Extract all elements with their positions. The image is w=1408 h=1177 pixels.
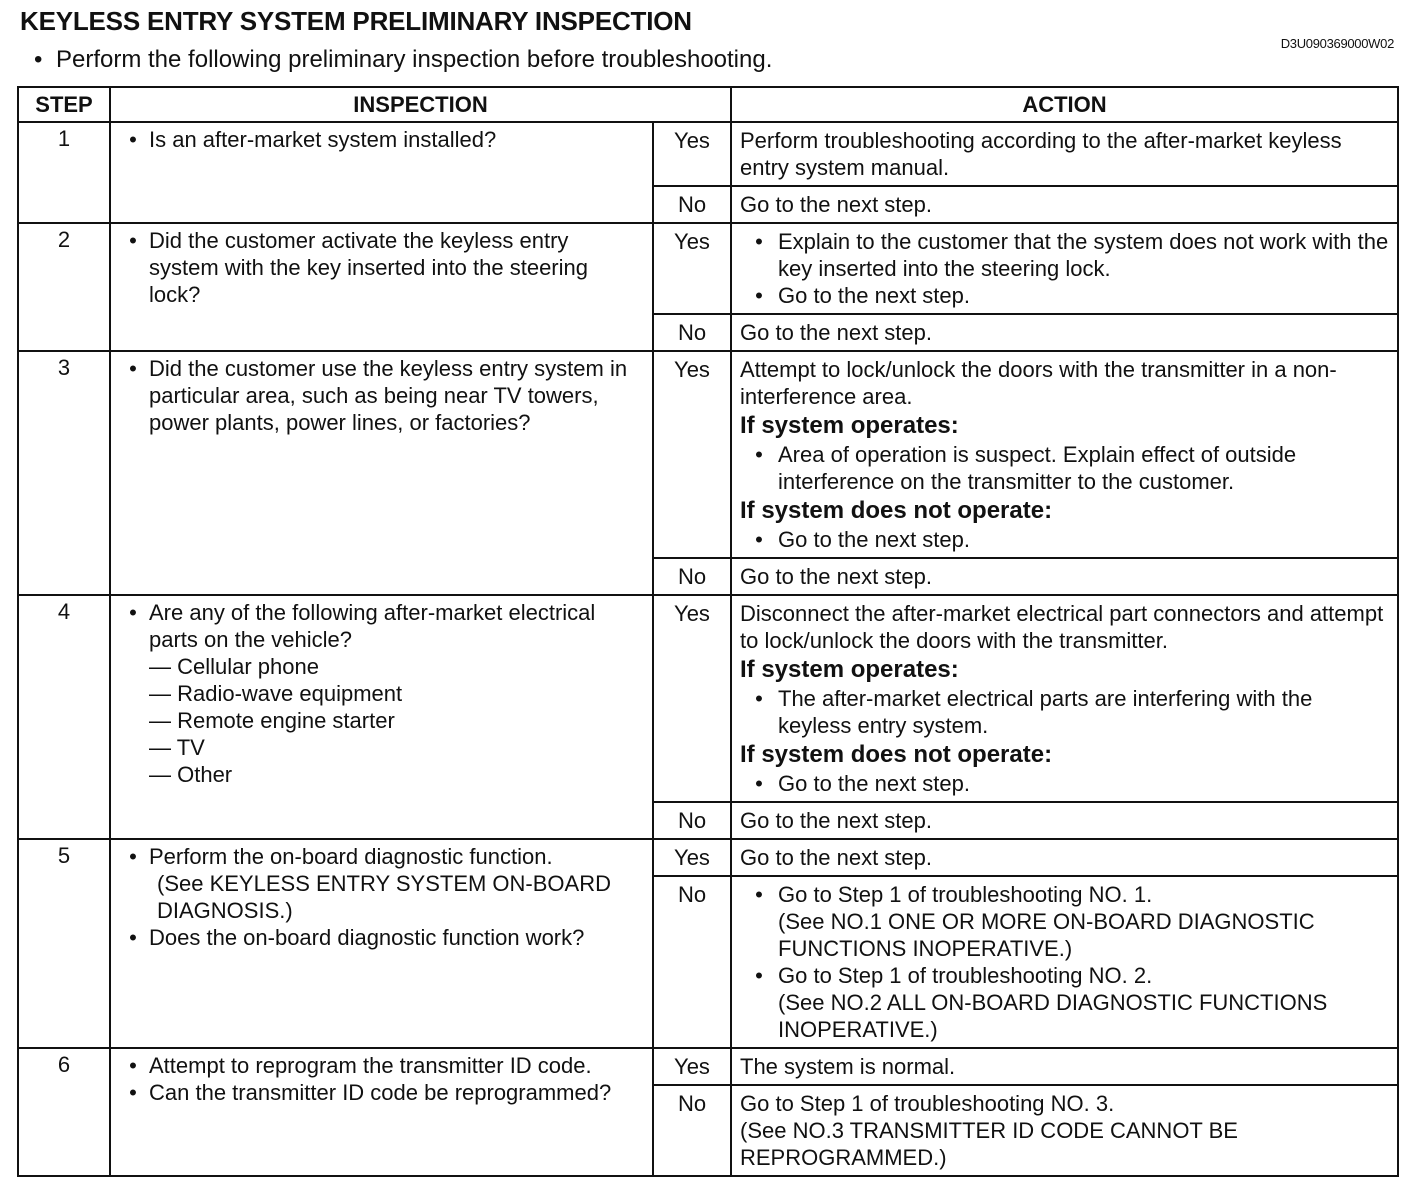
action-reference: (See NO.1 ONE OR MORE ON-BOARD DIAGNOSTIC FUNCTIONS INOPERATIVE.) <box>778 909 1315 961</box>
action-text: Go to Step 1 of troubleshooting NO. 2. <box>778 963 1153 988</box>
inspection-cell <box>110 1048 653 1176</box>
action-reference: (See NO.2 ALL ON-BOARD DIAGNOSTIC FUNCTIONS INOPERATIVE.) <box>778 990 1328 1042</box>
bullet: • <box>129 228 137 253</box>
action-text: Go to Step 1 of troubleshooting NO. 1. <box>778 882 1153 907</box>
action-text: Go to Step 1 of troubleshooting NO. 3. <box>740 1091 1115 1116</box>
part-item: — TV <box>149 735 205 760</box>
yes-action: The system is normal. <box>731 1048 1398 1085</box>
inspection-text: Can the transmitter ID code be reprogrammed? <box>149 1080 612 1105</box>
if-system-not-operate-heading: If system does not operate: <box>740 741 1053 768</box>
step-number: 4 <box>18 595 110 839</box>
bullet: • <box>755 527 763 552</box>
table-header-row <box>18 87 1398 122</box>
inspection-cell <box>110 595 653 839</box>
inspection-reference: (See KEYLESS ENTRY SYSTEM ON-BOARD DIAGNOSIS.) <box>157 871 611 923</box>
step-number: 3 <box>18 351 110 595</box>
yes-label: Yes <box>653 1048 731 1085</box>
inspection-text: Did the customer use the keyless entry system in particular area, such as being near TV towers, power plants, power lines, or factories? <box>149 356 628 435</box>
action-text: Go to the next step. <box>778 527 971 552</box>
part-item: — Radio-wave equipment <box>149 681 403 706</box>
action-text: Go to the next step. <box>778 771 971 796</box>
no-action: Go to the next step. <box>731 802 1398 839</box>
bullet: • <box>755 882 763 907</box>
no-label: No <box>653 558 731 595</box>
intro-label: Perform the following preliminary inspection before troubleshooting. <box>56 46 773 73</box>
table-row <box>18 1048 1398 1085</box>
part-item: — Remote engine starter <box>149 708 395 733</box>
part-item: — Cellular phone <box>149 654 319 679</box>
bullet: • <box>129 600 137 625</box>
bullet: • <box>755 442 763 467</box>
inspection-text: Attempt to reprogram the transmitter ID code. <box>149 1053 592 1078</box>
inspection-cell <box>110 223 653 351</box>
if-system-operates-heading: If system operates: <box>740 656 959 683</box>
yes-label: Yes <box>653 839 731 876</box>
bullet: • <box>129 1053 137 1078</box>
bullet: • <box>755 229 763 254</box>
bullet: • <box>129 127 137 152</box>
bullet: • <box>755 283 763 308</box>
yes-label: Yes <box>653 223 731 314</box>
bullet: • <box>755 771 763 796</box>
action-text: Attempt to lock/unlock the doors with the transmitter in a non-interference area. <box>740 357 1337 409</box>
action-text: Area of operation is suspect. Explain effect of outside interference on the transmitter to the customer. <box>778 442 1297 494</box>
bullet: • <box>129 925 137 950</box>
table-row <box>18 595 1398 802</box>
yes-label: Yes <box>653 122 731 186</box>
header-inspection: INSPECTION <box>110 87 731 122</box>
no-label: No <box>653 314 731 351</box>
page-title: KEYLESS ENTRY SYSTEM PRELIMINARY INSPECTION <box>20 6 692 36</box>
inspection-table <box>17 86 1399 1177</box>
header-action: ACTION <box>731 87 1398 122</box>
no-action <box>731 876 1398 1048</box>
yes-action <box>731 595 1398 802</box>
intro-text <box>34 46 772 74</box>
inspection-cell <box>110 122 653 223</box>
step-number: 6 <box>18 1048 110 1176</box>
table-row <box>18 839 1398 876</box>
inspection-cell <box>110 351 653 595</box>
if-system-operates-heading: If system operates: <box>740 412 959 439</box>
no-action: Go to the next step. <box>731 314 1398 351</box>
no-action: Go to the next step. <box>731 186 1398 223</box>
inspection-text: Are any of the following after-market electrical parts on the vehicle? <box>149 600 596 652</box>
no-label: No <box>653 1085 731 1176</box>
bullet: • <box>755 963 763 988</box>
action-text: The after-market electrical parts are interfering with the keyless entry system. <box>778 686 1313 738</box>
table-row <box>18 223 1398 314</box>
inspection-text: Perform the on-board diagnostic function. <box>149 844 553 869</box>
step-number: 5 <box>18 839 110 1048</box>
action-reference: (See NO.3 TRANSMITTER ID CODE CANNOT BE REPROGRAMMED.) <box>740 1118 1238 1170</box>
yes-action: Go to the next step. <box>731 839 1398 876</box>
no-label: No <box>653 186 731 223</box>
no-action <box>731 1085 1398 1176</box>
document-id: D3U090369000W02 <box>1280 36 1394 51</box>
yes-action <box>731 223 1398 314</box>
table-row <box>18 122 1398 186</box>
bullet: • <box>755 686 763 711</box>
bullet: • <box>129 1080 137 1105</box>
if-system-not-operate-heading: If system does not operate: <box>740 497 1053 524</box>
action-text: Go to the next step. <box>778 283 971 308</box>
yes-action <box>731 351 1398 558</box>
no-label: No <box>653 876 731 1048</box>
inspection-text: Is an after-market system installed? <box>149 127 497 152</box>
action-text: Disconnect the after-market electrical part connectors and attempt to lock/unlock the doors with the transmitter. <box>740 601 1384 653</box>
no-action: Go to the next step. <box>731 558 1398 595</box>
inspection-cell <box>110 839 653 1048</box>
action-text: Explain to the customer that the system does not work with the key inserted into the steering lock. <box>778 229 1389 281</box>
bullet: • <box>129 844 137 869</box>
inspection-text: Did the customer activate the keyless entry system with the key inserted into the steering lock? <box>149 228 588 307</box>
step-number: 1 <box>18 122 110 223</box>
no-label: No <box>653 802 731 839</box>
yes-label: Yes <box>653 351 731 558</box>
bullet: • <box>34 46 43 73</box>
inspection-text: Does the on-board diagnostic function work? <box>149 925 585 950</box>
yes-action: Perform troubleshooting according to the after-market keyless entry system manual. <box>731 122 1398 186</box>
step-number: 2 <box>18 223 110 351</box>
header-step: STEP <box>18 87 110 122</box>
yes-label: Yes <box>653 595 731 802</box>
part-item: — Other <box>149 762 233 787</box>
table-row <box>18 351 1398 558</box>
bullet: • <box>129 356 137 381</box>
